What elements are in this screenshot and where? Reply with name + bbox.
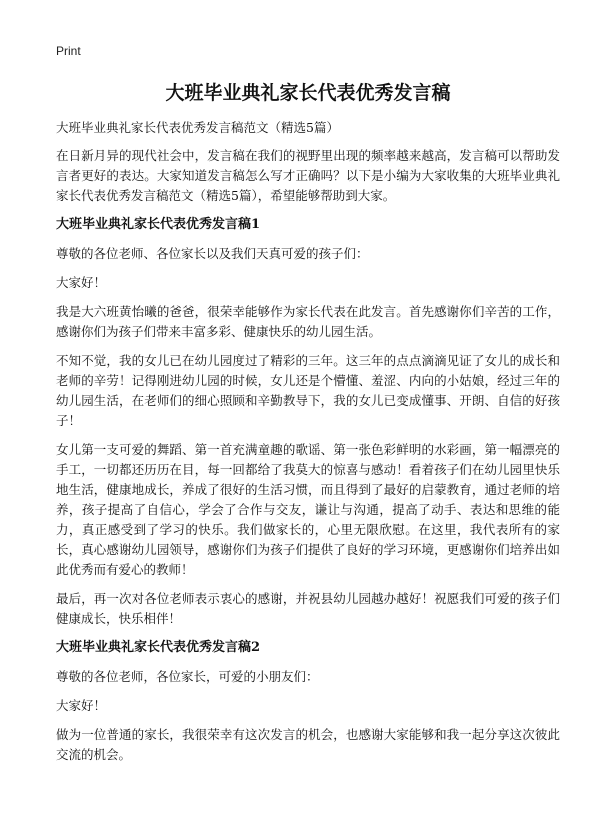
document-body	[56, 118, 560, 774]
section-1-paragraph: 女儿第一支可爱的舞蹈、第一首充满童趣的歌谣、第一张色彩鲜明的水彩画，第一幅漂亮的手工，一切都还历历在目，每一回都给了我莫大的惊喜与感动！看着孩子们在幼儿园里快乐地生活，健康地成长，养成了很好的生活习惯，而且得到了最好的启蒙教育，通过老师的培养，孩子提高了自信心，学会了合作与交友，谦让与沟通，提高了动手、表达和思维的能力，真正感受到了学习的快乐。我们做家长的，心里无限欣慰。在这里，我代表所有的家长，真心感谢幼儿园领导，感谢你们为孩子们提供了良好的学习环境，更感谢你们培养出如此优秀而有爱心的教师！	[56, 442, 560, 577]
section-2-paragraph: 尊敬的各位老师，各位家长，可爱的小朋友们：	[56, 669, 319, 684]
section-heading-2: 大班毕业典礼家长代表优秀发言稿2	[56, 640, 261, 655]
print-link[interactable]: Print	[56, 44, 81, 58]
section-1-paragraph: 最后，再一次对各位老师表示衷心的感谢，并祝县幼儿园越办越好！祝愿我们可爱的孩子们健康成长，快乐相伴！	[56, 591, 560, 626]
section-2-paragraph: 做为一位普通的家长，我很荣幸有这次发言的机会，也感谢大家能够和我一起分享这次彼此交流的机会。	[56, 727, 560, 762]
section-2-paragraph: 大家好！	[56, 698, 107, 713]
section-1-paragraph: 不知不觉，我的女儿已在幼儿园度过了精彩的三年。这三年的点点滴滴见证了女儿的成长和老师的辛劳！记得刚进幼儿园的时候，女儿还是个懵懂、羞涩、内向的小姑娘，经过三年的幼儿园生活，在老师们的细心照顾和辛勤教导下，我的女儿已变成懂事、开朗、自信的好孩子！	[56, 353, 560, 428]
section-1-paragraph: 大家好！	[56, 275, 107, 290]
section-heading-1: 大班毕业典礼家长代表优秀发言稿1	[56, 217, 261, 232]
document-title: 大班毕业典礼家长代表优秀发言稿	[165, 82, 451, 104]
section-1-paragraph: 尊敬的各位老师、各位家长以及我们天真可爱的孩子们：	[56, 246, 369, 261]
intro-paragraph: 在日新月异的现代社会中，发言稿在我们的视野里出现的频率越来越高，发言稿可以帮助发言者更好的表达。大家知道发言稿怎么写才正确吗？以下是小编为大家收集的大班毕业典礼家长代表优秀发言稿范文（精选5篇），希望能够帮助到大家。	[56, 148, 560, 203]
document-subtitle: 大班毕业典礼家长代表优秀发言稿范文（精选5篇）	[56, 120, 339, 135]
section-1-paragraph: 我是大六班黄怡曦的爸爸，很荣幸能够作为家长代表在此发言。首先感谢你们辛苦的工作，感谢你们为孩子们带来丰富多彩、健康快乐的幼儿园生活。	[56, 304, 560, 339]
